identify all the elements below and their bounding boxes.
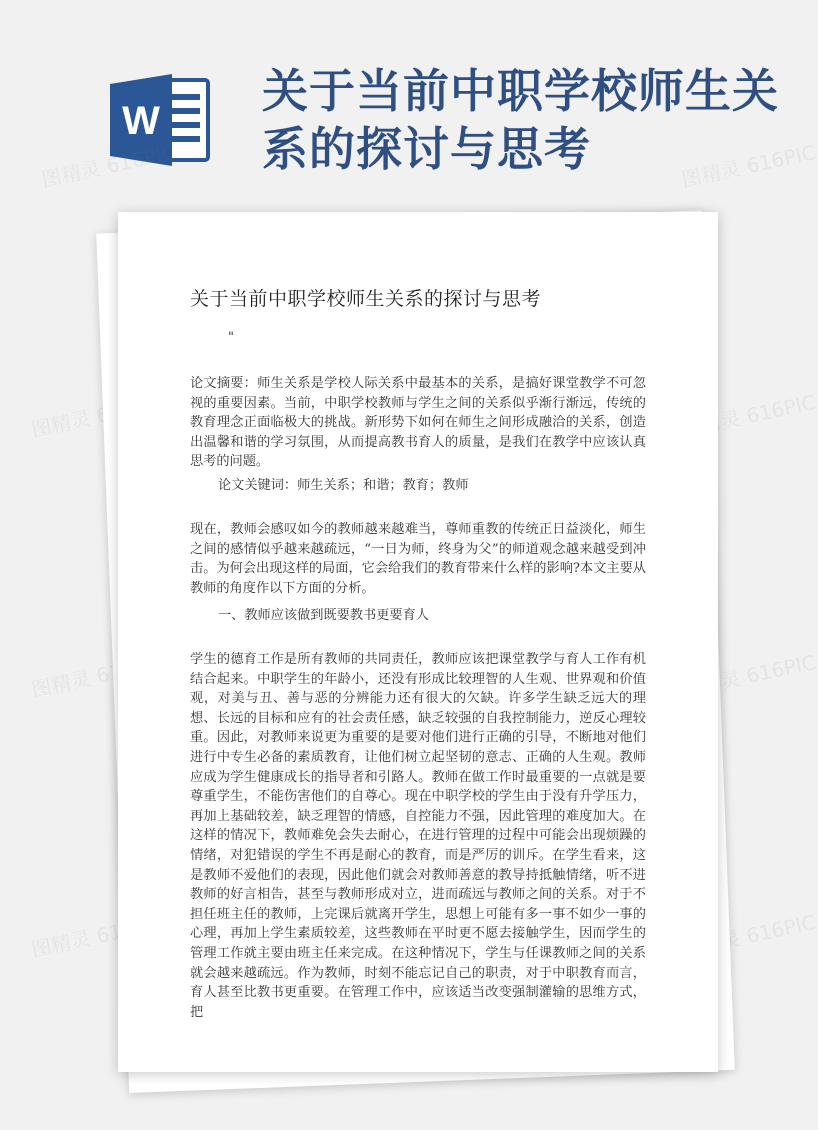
body-paragraph: 学生的德育工作是所有教师的共同责任，教师应该把课堂教学与育人工作有机结合起来。中职学生的年龄小，还没有形成比较理智的人生观、世界观和价值观，对美与丑、善与恶的分辨能力还有很大的欠缺。许多学生缺乏远大的理想、长远的目标和应有的社会责任感，缺乏较强的自我控制能力，逆反心理较重。因此，对教师来说更为重要的是要对他们进行正确的引导，不断地对他们进行中专生必备的素质教育，让他们树立起坚韧的意志、正确的人生观。教师应成为学生健康成长的指导者和引路人。教师在做工作时最重要的一点就是要尊重学生，不能伤害他们的自尊心。现在中职学校的学生由于没有升学压力，再加上基础较差，缺乏理智的情感，自控能力不强，因此管理的难度加大。在这样的情况下，教师难免会失去耐心，在进行管理的过程中可能会出现烦躁的情绪，对犯错误的学生不再是耐心的教育，而是严厉的训斥。在学生看来，这是教师不爱他们的表现，因此他们就会对教师善意的教导持抵触情绪，听不进教师的好言相告，甚至与教师形成对立，进而疏远与教师之间的关系。对于不担任班主任的教师，上完课后就离开学生，思想上可能有多一事不如少一事的心理，再加上学生素质较差，这些教师在平时更不愿去接触学生，因而学生的管理工作就主要由班主任来完成。在这种情况下，学生与任课教师之间的关系就会越来越疏远。作为教师，时刻不能忘记自己的职责，对于中职教育而言，育人甚至比教书更重要。在管理工作中，应该适当改变强制灌输的思维方式，把 bbox=[190, 652, 646, 1020]
abstract-paragraph: 论文摘要：师生关系是学校人际关系中最基本的关系，是搞好课堂教学不可忽视的重要因素。当前，中职学校教师与学生之间的关系似乎渐行渐远，传统的教育理念正面临极大的挑战。新形势下如何在师生之间形成融洽的关系，创造出温馨和谐的学习氛围，从而提高教书育人的质量，是我们在教学中应该认真思考的问题。 bbox=[190, 376, 646, 470]
watermark: 图精灵 616PIC bbox=[29, 650, 168, 702]
watermark: 图精灵 616PIC bbox=[39, 140, 178, 192]
watermark: 图精灵 616PIC bbox=[679, 910, 818, 962]
watermark: 图精灵 616PIC bbox=[29, 910, 168, 962]
document-title: 关于当前中职学校师生关系的探讨与思考 bbox=[190, 288, 542, 310]
word-icon-letter: W bbox=[122, 99, 160, 143]
section-heading: 一、教师应该做到既要教书更要育人 bbox=[218, 608, 429, 623]
word-document-icon bbox=[110, 70, 214, 170]
keywords-line: 论文关键词：师生关系；和谐；教育；教师 bbox=[218, 478, 469, 493]
watermark: 图精灵 616PIC bbox=[29, 390, 168, 442]
intro-paragraph: 现在，教师会感叹如今的教师越来越难当，尊师重教的传统正日益淡化，师生之间的感情似乎越来越疏远，“一日为师，终身为父”的师道观念越来越受到冲击。为何会出现这样的局面，它会给我们的教育带来什么样的影响?本文主要从教师的角度作以下方面的分析。 bbox=[190, 522, 646, 596]
watermark: 图精灵 616PIC bbox=[679, 650, 818, 702]
watermark: 图精灵 616PIC bbox=[679, 390, 818, 442]
header-banner bbox=[0, 0, 800, 200]
quote-mark: " bbox=[228, 330, 234, 345]
watermark: 图精灵 616PIC bbox=[679, 140, 818, 192]
banner-title: 关于当前中职学校师生关系的探讨与思考 bbox=[262, 64, 779, 176]
document-page bbox=[118, 212, 718, 1072]
